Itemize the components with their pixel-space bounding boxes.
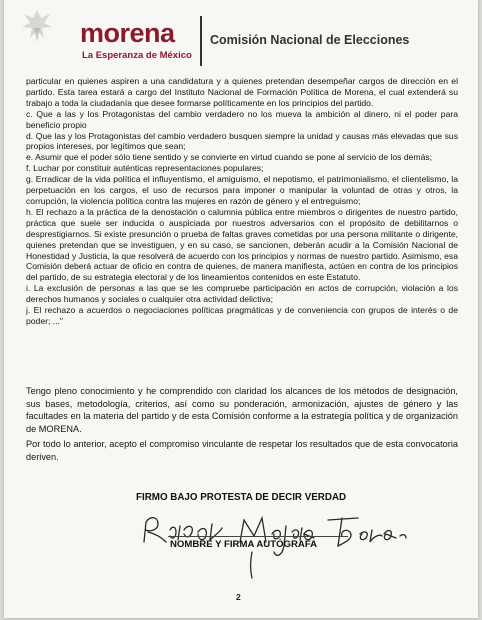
brand-wordmark: morena <box>80 18 175 48</box>
list-item-f: f. Luchar por constituir auténticas representaciones populares; <box>26 163 264 174</box>
document-page <box>4 0 478 618</box>
brand-tagline: La Esperanza de México <box>82 50 192 61</box>
commission-title: Comisión Nacional de Elecciones <box>210 33 410 47</box>
signature-caption: NOMBRE Y FIRMA AUTÓGRAFA <box>170 539 318 550</box>
paragraph-commitment: Por todo lo anterior, acepto el compromiso vinculante de respetar los resultados que de esta convocatoria deriven. <box>26 439 458 462</box>
paragraph-knowledge: Tengo pleno conocimiento y he comprendido con claridad los alcances de los métodos de designación, sus bases, metodología, criterios, así como su ponderación, armonización, ajustes de género y las facultades en la materia del partido y de esta Comisión conforme a la estrategia política y de organización de MORENA. <box>26 386 458 434</box>
list-item-h: h. El rechazo a la práctica de la denostación o calumnia pública entre miembros o dirigentes de nuestro partido, práctica que suele ser inducida o auspiciada por nuestros adversarios con el propósito de debilitarnos o desprestigiarnos. Si existe presunción o prueba de faltas graves cometidas por una persona militante o dirigente, quienes pretendan que se investiguen, y en su caso, se sancionen, deberán acudir a la Comisión Nacional de Honestidad y Justicia, la que resolverá de acuerdo con los principios y normas de nuestro partido. Asimismo, esa Comisión deberá actuar de oficio en contra de quienes, de manera manifiesta, actúen en contra de los principios del partido, de su estrategia electoral y de los lineamientos contenidos en este Estatuto. <box>26 206 458 283</box>
list-item-e: e. Asumir que el poder sólo tiene sentido y se convierte en virtud cuando se pone al servicio de los demás; <box>26 152 433 163</box>
list-item-g: g. Erradicar de la vida política el influyentismo, el amiguismo, el nepotismo, el patrimonialismo, el clientelismo, la perpetuación en los cargos, el uso de recursos para imponer o manipular la voluntad de otras y otros, la corrupción, la violencia política contra las mujeres en razón de género y el entreguismo; <box>26 174 458 206</box>
page-number: 2 <box>236 592 241 602</box>
statute-excerpt <box>26 76 458 327</box>
paragraph-intro: particular en quienes aspiren a una candidatura y a quienes pretendan desempeñar cargos de dirección en el partido. Esta tarea estará a cargo del Instituto Nacional de Formación Política de Morena, el cual extenderá su trabajo a toda la ciudadanía que desee formarse políticamente en los principios del partido. <box>26 76 458 108</box>
signature-line <box>168 536 348 537</box>
header-divider <box>200 16 202 66</box>
list-item-i: i. La exclusión de personas a las que se les compruebe participación en actos de corrupción, violación a los derechos humanos y sociales o cualquier otra actividad delictiva; <box>26 283 458 305</box>
brand-mark-icon <box>20 8 54 44</box>
oath-statement: FIRMO BAJO PROTESTA DE DECIR VERDAD <box>136 492 347 503</box>
list-item-j: j. El rechazo a acuerdos o negociaciones políticas pragmáticas y de conveniencia con grupos de interés o de poder; ..." <box>26 305 458 326</box>
list-item-c: c. Que a las y los Protagonistas del cambio verdadero no los mueva la ambición al dinero, ni el poder para beneficio propio <box>26 108 458 130</box>
declaration <box>26 385 458 467</box>
list-item-d: d. Que las y los Protagonistas del cambio verdadero busquen siempre la unidad y causas más elevadas que sus propios intereses, por legítimos que sean; <box>26 130 458 152</box>
letterhead <box>4 0 478 72</box>
